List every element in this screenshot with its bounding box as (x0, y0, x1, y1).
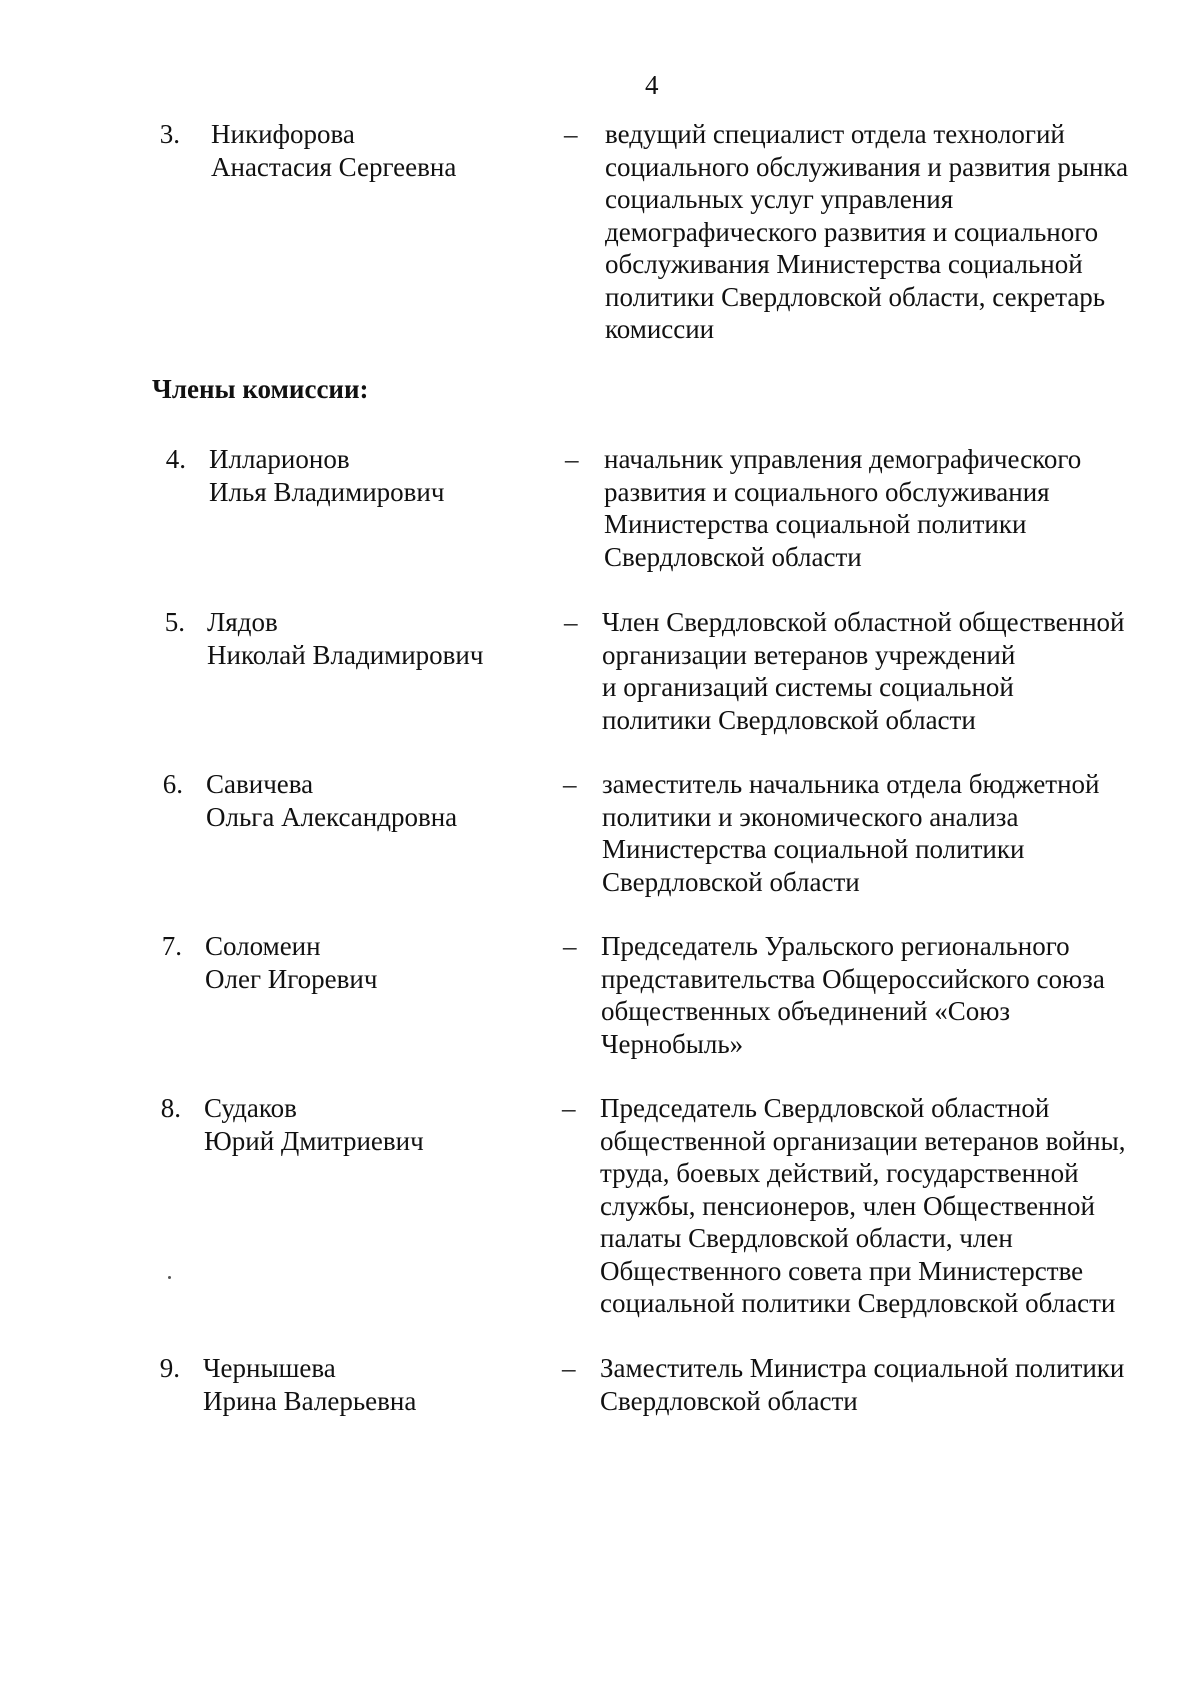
member-name: Савичева Ольга Александровна (206, 769, 458, 832)
entry-number: 3. (159, 119, 180, 149)
member-position: ведущий специалист отдела технологий социального обслуживания и развития рынка социальных услуг управления демографического развития и социального обслуживания Министерства социальной политики Свердловской области, секретарь комиссии (605, 119, 1129, 344)
entry-dash: – (562, 1093, 576, 1123)
entry-number: 5. (164, 607, 185, 637)
member-position: Заместитель Министра социальной политики Свердловской области (600, 1353, 1125, 1416)
member-name: Чернышева Ирина Валерьевна (203, 1353, 417, 1416)
member-name: Соломеин Олег Игоревич (205, 931, 378, 994)
entry-dash: – (565, 444, 579, 474)
member-position: Председатель Уральского регионального представительства Общероссийского союза общественных объединений «Союз Чернобыль» (601, 931, 1105, 1059)
member-name: Илларионов Илья Владимирович (209, 444, 445, 507)
scan-speck (168, 1276, 171, 1279)
entry-dash: – (564, 607, 578, 637)
member-name: Никифорова Анастасия Сергеевна (211, 119, 457, 182)
entry-number: 9. (159, 1353, 180, 1383)
entry-dash: – (563, 931, 577, 961)
page-number: 4 (645, 70, 659, 100)
member-position: начальник управления демографического развития и социального обслуживания Министерства социальной политики Свердловской области (604, 444, 1082, 572)
entry-dash: – (564, 119, 578, 149)
members-heading: Члены комиссии: (152, 374, 369, 404)
member-position: Председатель Свердловской областной общественной организации ветеранов войны, труда, боевых действий, государственной службы, пенсионеров, член Общественной палаты Свердловской области, член Общественного совета при Министерстве социальной политики Свердловской области (600, 1093, 1126, 1318)
entry-dash: – (563, 769, 577, 799)
entry-number: 8. (160, 1093, 181, 1123)
member-position: заместитель начальника отдела бюджетной политики и экономического анализа Министерства социальной политики Свердловской области (602, 769, 1100, 897)
entry-number: 6. (162, 769, 183, 799)
member-name: Лядов Николай Владимирович (207, 607, 484, 670)
member-position: Член Свердловской областной общественной организации ветеранов учреждений и организаций системы социальной политики Свердловской области (602, 607, 1125, 735)
entry-number: 7. (161, 931, 182, 961)
member-name: Судаков Юрий Дмитриевич (204, 1093, 424, 1156)
entry-dash: – (562, 1353, 576, 1383)
entry-number: 4. (165, 444, 186, 474)
